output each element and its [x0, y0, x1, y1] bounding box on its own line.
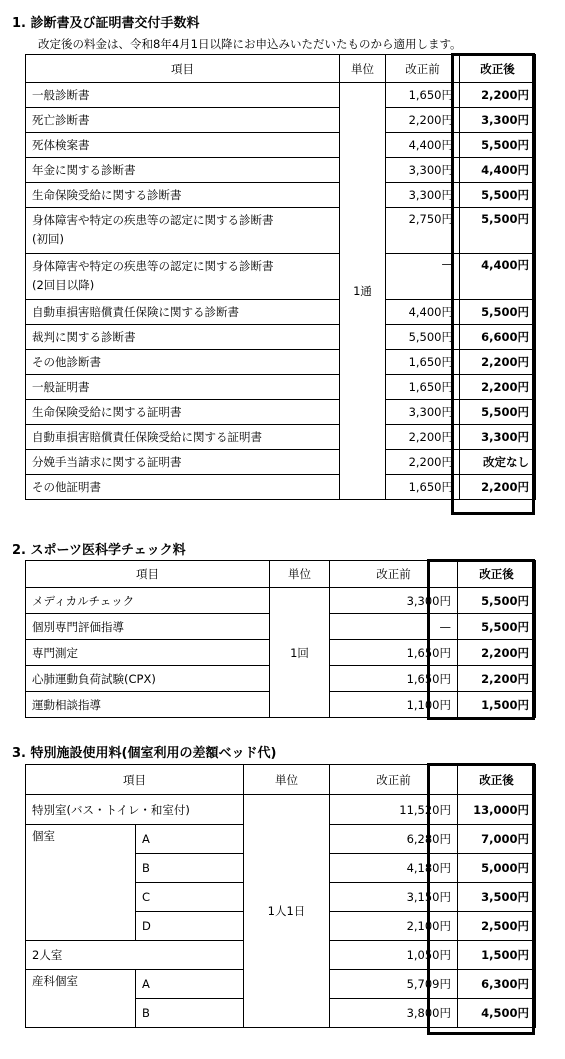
- section-2-table: [25, 560, 536, 718]
- row-subitem: B: [136, 999, 244, 1028]
- header-unit: 単位: [244, 765, 330, 795]
- row-before: 2,750円: [386, 208, 460, 254]
- row-after: 3,300円: [460, 108, 536, 133]
- row-item: 年金に関する診断書: [26, 158, 340, 183]
- row-item: 特別室(バス・トイレ・和室付): [26, 795, 244, 825]
- row-after: 5,500円: [460, 400, 536, 425]
- row-before: 5,500円: [386, 325, 460, 350]
- row-item: [26, 254, 340, 300]
- row-after: 6,300円: [458, 970, 536, 999]
- row-item: 一般診断書: [26, 83, 340, 108]
- row-item: [26, 208, 340, 254]
- table-row: [26, 450, 536, 475]
- row-before: 2,200円: [386, 450, 460, 475]
- row-after: 4,400円: [460, 158, 536, 183]
- row-after: 5,500円: [458, 588, 536, 614]
- row-subitem: D: [136, 912, 244, 941]
- row-item: 一般証明書: [26, 375, 340, 400]
- row-before: 2,200円: [386, 108, 460, 133]
- unit-cell: 1回: [270, 588, 330, 718]
- row-item-line1: 身体障害や特定の疾患等の認定に関する診断書: [32, 213, 274, 227]
- row-before: 1,650円: [386, 375, 460, 400]
- header-item: 項目: [26, 765, 244, 795]
- table-row: [26, 425, 536, 450]
- section-1-title: 1. 診断書及び証明書交付手数料: [12, 16, 200, 31]
- row-after: 3,500円: [458, 883, 536, 912]
- table-header-row: [26, 561, 536, 588]
- row-after: 2,200円: [458, 666, 536, 692]
- section-3-table: [25, 764, 536, 1028]
- header-item: 項目: [26, 561, 270, 588]
- row-before: 1,650円: [386, 83, 460, 108]
- row-before: 11,520円: [330, 795, 458, 825]
- row-before: 1,650円: [330, 666, 458, 692]
- row-before: 1,650円: [386, 475, 460, 500]
- table-row: [26, 475, 536, 500]
- table-row: [26, 375, 536, 400]
- row-after: 6,600円: [460, 325, 536, 350]
- row-before: 4,400円: [386, 300, 460, 325]
- row-item: 裁判に関する診断書: [26, 325, 340, 350]
- row-before: 3,800円: [330, 999, 458, 1028]
- row-item: 心肺運動負荷試験(CPX): [26, 666, 270, 692]
- row-before: 6,280円: [330, 825, 458, 854]
- table-row: [26, 133, 536, 158]
- row-before: 2,100円: [330, 912, 458, 941]
- row-after: 5,500円: [460, 183, 536, 208]
- row-item: 個別専門評価指導: [26, 614, 270, 640]
- row-before: 3,300円: [386, 183, 460, 208]
- row-item: 運動相談指導: [26, 692, 270, 718]
- row-after: 1,500円: [458, 941, 536, 970]
- row-after: 4,400円: [460, 254, 536, 300]
- header-item: 項目: [26, 55, 340, 83]
- table-row: [26, 183, 536, 208]
- row-before: —: [386, 254, 460, 300]
- table-row: [26, 795, 536, 825]
- row-item: メディカルチェック: [26, 588, 270, 614]
- row-after: 2,200円: [460, 350, 536, 375]
- row-subitem: C: [136, 883, 244, 912]
- row-item: 生命保険受給に関する証明書: [26, 400, 340, 425]
- row-item: 自動車損害賠償責任保険に関する診断書: [26, 300, 340, 325]
- row-before: 3,150円: [330, 883, 458, 912]
- section-2-title: 2. スポーツ医科学チェック料: [12, 543, 186, 558]
- row-after: 5,500円: [460, 300, 536, 325]
- row-after: 2,200円: [460, 375, 536, 400]
- row-group-item: 個室: [26, 825, 136, 941]
- row-after: 13,000円: [458, 795, 536, 825]
- row-before: 1,650円: [386, 350, 460, 375]
- row-after: 5,500円: [460, 133, 536, 158]
- header-after: 改正後: [460, 55, 536, 83]
- row-after: 1,500円: [458, 692, 536, 718]
- table-row: [26, 108, 536, 133]
- section-1-note: 改定後の料金は、令和8年4月1日以降にお申込みいただいたものから適用します。: [38, 37, 462, 51]
- row-before: 1,650円: [330, 640, 458, 666]
- row-group-item: 産科個室: [26, 970, 136, 1028]
- row-before: 3,300円: [386, 158, 460, 183]
- row-item: 専門測定: [26, 640, 270, 666]
- header-unit: 単位: [270, 561, 330, 588]
- row-after: 5,000円: [458, 854, 536, 883]
- row-after: 2,500円: [458, 912, 536, 941]
- table-row: [26, 208, 536, 254]
- row-item: 自動車損害賠償責任保険受給に関する証明書: [26, 425, 340, 450]
- row-after: 5,500円: [460, 208, 536, 254]
- row-item-line2: (初回): [32, 232, 64, 246]
- header-before: 改正前: [330, 765, 458, 795]
- section-3-title: 3. 特別施設使用料(個室利用の差額ベッド代): [12, 746, 277, 761]
- header-after: 改正後: [458, 561, 536, 588]
- row-before: 4,180円: [330, 854, 458, 883]
- row-before: 4,400円: [386, 133, 460, 158]
- table-row: [26, 83, 536, 108]
- row-before: 3,300円: [330, 588, 458, 614]
- row-subitem: A: [136, 825, 244, 854]
- row-subitem: B: [136, 854, 244, 883]
- table-row: [26, 254, 536, 300]
- header-before: 改正前: [386, 55, 460, 83]
- row-item: 死亡診断書: [26, 108, 340, 133]
- row-after: 7,000円: [458, 825, 536, 854]
- unit-cell: 1通: [340, 83, 386, 500]
- table-row: [26, 300, 536, 325]
- row-item: その他診断書: [26, 350, 340, 375]
- header-before: 改正前: [330, 561, 458, 588]
- row-after: 改定なし: [460, 450, 536, 475]
- row-after: 2,200円: [460, 83, 536, 108]
- table-row: [26, 325, 536, 350]
- row-subitem: A: [136, 970, 244, 999]
- row-after: 4,500円: [458, 999, 536, 1028]
- row-item: 分娩手当請求に関する証明書: [26, 450, 340, 475]
- row-after: 2,200円: [458, 640, 536, 666]
- unit-cell: 1人1日: [244, 795, 330, 1028]
- row-item: その他証明書: [26, 475, 340, 500]
- row-item-line1: 身体障害や特定の疾患等の認定に関する診断書: [32, 259, 274, 273]
- row-after: 3,300円: [460, 425, 536, 450]
- row-item: 死体検案書: [26, 133, 340, 158]
- row-before: 1,100円: [330, 692, 458, 718]
- row-before: 2,200円: [386, 425, 460, 450]
- table-row: [26, 588, 536, 614]
- row-before: 3,300円: [386, 400, 460, 425]
- row-item: 2人室: [26, 941, 244, 970]
- table-row: [26, 158, 536, 183]
- row-before: —: [330, 614, 458, 640]
- row-after: 2,200円: [460, 475, 536, 500]
- row-before: 5,709円: [330, 970, 458, 999]
- header-after: 改正後: [458, 765, 536, 795]
- row-item-line2: (2回目以降): [32, 278, 95, 292]
- table-header-row: [26, 765, 536, 795]
- section-1-table: [25, 54, 536, 500]
- table-header-row: [26, 55, 536, 83]
- row-item: 生命保険受給に関する診断書: [26, 183, 340, 208]
- row-before: 1,050円: [330, 941, 458, 970]
- table-row: [26, 350, 536, 375]
- header-unit: 単位: [340, 55, 386, 83]
- table-row: [26, 400, 536, 425]
- row-after: 5,500円: [458, 614, 536, 640]
